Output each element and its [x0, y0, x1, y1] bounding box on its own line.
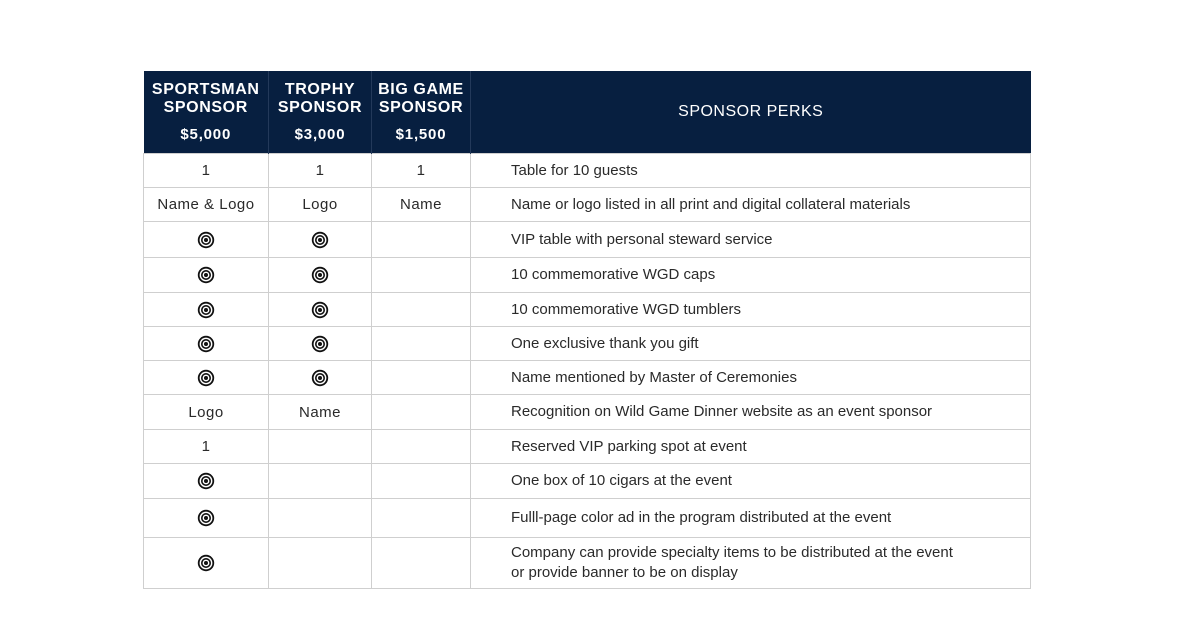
tier-header-trophy [269, 71, 372, 154]
cell-big-game [372, 188, 471, 222]
tier-header-sportsman [144, 71, 269, 154]
cell-trophy [269, 222, 372, 258]
target-icon [197, 335, 215, 353]
perk-description [471, 327, 1031, 361]
perk-description [471, 258, 1031, 293]
cell-sportsman [144, 464, 269, 499]
sponsorship-table [143, 71, 1031, 589]
tier-name-line1: SPORTSMAN [151, 81, 260, 98]
cell-trophy [269, 538, 372, 589]
tier-name-line1: TROPHY [284, 81, 356, 98]
cell-big-game [372, 430, 471, 464]
cell-big-game [372, 499, 471, 538]
cell-trophy [269, 327, 372, 361]
cell-sportsman [144, 293, 269, 327]
target-icon [197, 509, 215, 527]
table-row [144, 464, 1031, 499]
cell-trophy [269, 154, 372, 188]
table-row [144, 222, 1031, 258]
tier-value: 1 [416, 162, 426, 179]
cell-big-game [372, 258, 471, 293]
cell-trophy [269, 499, 372, 538]
perk-description [471, 430, 1031, 464]
cell-trophy [269, 430, 372, 464]
tier-name-line2: SPONSOR [163, 99, 248, 116]
target-icon [197, 369, 215, 387]
target-icon [197, 472, 215, 490]
table-row [144, 188, 1031, 222]
perk-text: Reserved VIP parking spot at event [511, 437, 747, 455]
target-icon [197, 231, 215, 249]
cell-big-game [372, 222, 471, 258]
target-icon [197, 266, 215, 284]
perk-text: One exclusive thank you gift [511, 334, 699, 352]
tier-header-big-game [372, 71, 471, 154]
cell-sportsman [144, 258, 269, 293]
perk-text: Recognition on Wild Game Dinner website as an event sponsor [511, 403, 933, 420]
perk-description [471, 538, 1031, 589]
target-icon [311, 369, 329, 387]
perk-text: VIP table with personal steward service [511, 230, 773, 248]
cell-big-game [372, 361, 471, 395]
cell-trophy [269, 293, 372, 327]
perk-description [471, 361, 1031, 395]
cell-big-game [372, 293, 471, 327]
perk-text: Table for 10 guests [511, 161, 638, 179]
table-row [144, 361, 1031, 395]
tier-value: Name [399, 196, 442, 213]
tier-price: $3,000 [294, 126, 346, 143]
tier-name-line2: SPONSOR [277, 99, 363, 116]
tier-name-line2: SPONSOR [378, 99, 464, 116]
tier-value: Logo [188, 403, 224, 421]
cell-sportsman [144, 188, 269, 222]
cell-trophy [269, 258, 372, 293]
table-row [144, 395, 1031, 430]
table-row [144, 499, 1031, 538]
perk-description [471, 154, 1031, 188]
tier-value: 1 [201, 162, 211, 179]
tier-name-line1: BIG GAME [378, 81, 464, 98]
perk-description [471, 395, 1031, 430]
target-icon [197, 301, 215, 319]
cell-big-game [372, 327, 471, 361]
cell-sportsman [144, 499, 269, 538]
perk-description [471, 222, 1031, 258]
tier-value: Logo [302, 196, 338, 213]
tier-value: Name [298, 403, 341, 421]
cell-trophy [269, 464, 372, 499]
perk-text: 10 commemorative WGD caps [511, 266, 716, 283]
cell-sportsman [144, 222, 269, 258]
perk-description [471, 293, 1031, 327]
tier-value: 1 [201, 438, 211, 455]
target-icon [311, 266, 329, 284]
cell-sportsman [144, 395, 269, 430]
perk-text: Name or logo listed in all print and digital collateral materials [511, 195, 911, 213]
cell-big-game [372, 464, 471, 499]
cell-big-game [372, 154, 471, 188]
cell-trophy [269, 361, 372, 395]
perk-text: Fulll-page color ad in the program distributed at the event [511, 509, 892, 526]
perk-text: 10 commemorative WGD tumblers [511, 300, 742, 318]
perk-text: One box of 10 cigars at the event [511, 472, 732, 489]
table-header [144, 71, 1031, 154]
perk-description [471, 499, 1031, 538]
cell-sportsman [144, 361, 269, 395]
table-row [144, 430, 1031, 464]
target-icon [311, 231, 329, 249]
perk-description [471, 188, 1031, 222]
target-icon [311, 301, 329, 319]
perk-description [471, 464, 1031, 499]
cell-trophy [269, 188, 372, 222]
sponsorship-table-container [143, 71, 1030, 589]
cell-sportsman [144, 154, 269, 188]
target-icon [197, 554, 215, 572]
target-icon [311, 335, 329, 353]
tier-price: $5,000 [180, 126, 232, 143]
cell-trophy [269, 395, 372, 430]
cell-sportsman [144, 327, 269, 361]
cell-sportsman [144, 538, 269, 589]
perk-text: Name mentioned by Master of Ceremonies [511, 368, 797, 386]
table-body [144, 154, 1031, 589]
tier-value: 1 [315, 162, 325, 179]
cell-big-game [372, 395, 471, 430]
perk-text-line1: Company can provide specialty items to be distributed at the event [511, 544, 953, 561]
table-row [144, 327, 1031, 361]
sponsor-perks-header: SPONSOR PERKS [471, 71, 1031, 154]
cell-sportsman [144, 430, 269, 464]
table-row [144, 154, 1031, 188]
cell-big-game [372, 538, 471, 589]
table-row [144, 258, 1031, 293]
table-row [144, 293, 1031, 327]
perk-text-line2: or provide banner to be on display [511, 564, 738, 581]
table-row [144, 538, 1031, 589]
tier-value: Name & Logo [157, 196, 255, 213]
tier-price: $1,500 [395, 126, 447, 143]
